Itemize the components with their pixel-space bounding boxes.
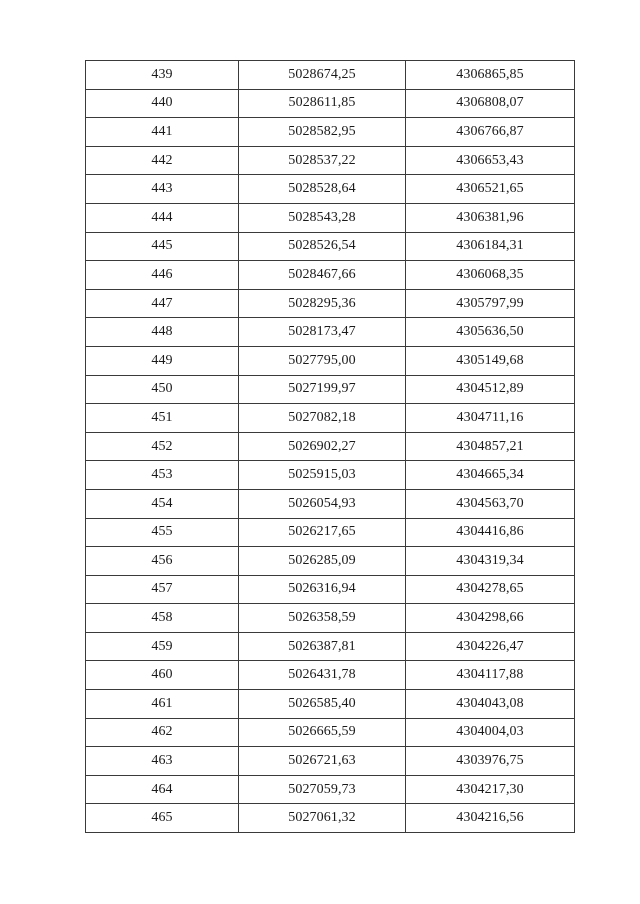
x-coordinate-cell: 5026217,65 <box>239 518 406 547</box>
y-coordinate-cell: 4306808,07 <box>406 89 575 118</box>
point-number-cell: 439 <box>86 61 239 90</box>
y-coordinate-cell: 4304563,70 <box>406 489 575 518</box>
point-number-cell: 449 <box>86 346 239 375</box>
table-row <box>86 690 575 719</box>
x-coordinate-cell: 5026054,93 <box>239 489 406 518</box>
table-row <box>86 632 575 661</box>
point-number-cell: 461 <box>86 690 239 719</box>
y-coordinate-cell: 4306766,87 <box>406 118 575 147</box>
x-coordinate-cell: 5027061,32 <box>239 804 406 833</box>
table-row <box>86 489 575 518</box>
x-coordinate-cell: 5026316,94 <box>239 575 406 604</box>
point-number-cell: 460 <box>86 661 239 690</box>
table-row <box>86 661 575 690</box>
table-row <box>86 89 575 118</box>
point-number-cell: 441 <box>86 118 239 147</box>
y-coordinate-cell: 4304216,56 <box>406 804 575 833</box>
y-coordinate-cell: 4304217,30 <box>406 775 575 804</box>
table-row <box>86 289 575 318</box>
table-row <box>86 261 575 290</box>
table-row <box>86 518 575 547</box>
table-row <box>86 432 575 461</box>
x-coordinate-cell: 5027795,00 <box>239 346 406 375</box>
x-coordinate-cell: 5028543,28 <box>239 203 406 232</box>
point-number-cell: 448 <box>86 318 239 347</box>
x-coordinate-cell: 5027082,18 <box>239 404 406 433</box>
y-coordinate-cell: 4305636,50 <box>406 318 575 347</box>
x-coordinate-cell: 5026431,78 <box>239 661 406 690</box>
y-coordinate-cell: 4304416,86 <box>406 518 575 547</box>
y-coordinate-cell: 4304226,47 <box>406 632 575 661</box>
point-number-cell: 465 <box>86 804 239 833</box>
y-coordinate-cell: 4304117,88 <box>406 661 575 690</box>
point-number-cell: 462 <box>86 718 239 747</box>
x-coordinate-cell: 5025915,03 <box>239 461 406 490</box>
x-coordinate-cell: 5028674,25 <box>239 61 406 90</box>
x-coordinate-cell: 5026358,59 <box>239 604 406 633</box>
point-number-cell: 445 <box>86 232 239 261</box>
table-row <box>86 232 575 261</box>
y-coordinate-cell: 4304857,21 <box>406 432 575 461</box>
point-number-cell: 451 <box>86 404 239 433</box>
y-coordinate-cell: 4305797,99 <box>406 289 575 318</box>
point-number-cell: 447 <box>86 289 239 318</box>
point-number-cell: 442 <box>86 146 239 175</box>
y-coordinate-cell: 4304043,08 <box>406 690 575 719</box>
point-number-cell: 452 <box>86 432 239 461</box>
y-coordinate-cell: 4306865,85 <box>406 61 575 90</box>
y-coordinate-cell: 4306068,35 <box>406 261 575 290</box>
table-row <box>86 404 575 433</box>
table-row <box>86 718 575 747</box>
y-coordinate-cell: 4305149,68 <box>406 346 575 375</box>
coordinates-table <box>85 60 575 833</box>
x-coordinate-cell: 5028526,54 <box>239 232 406 261</box>
y-coordinate-cell: 4304004,03 <box>406 718 575 747</box>
x-coordinate-cell: 5028582,95 <box>239 118 406 147</box>
x-coordinate-cell: 5026902,27 <box>239 432 406 461</box>
y-coordinate-cell: 4306653,43 <box>406 146 575 175</box>
table-row <box>86 203 575 232</box>
point-number-cell: 444 <box>86 203 239 232</box>
x-coordinate-cell: 5028173,47 <box>239 318 406 347</box>
y-coordinate-cell: 4306381,96 <box>406 203 575 232</box>
y-coordinate-cell: 4306521,65 <box>406 175 575 204</box>
table-row <box>86 804 575 833</box>
point-number-cell: 443 <box>86 175 239 204</box>
table-row <box>86 118 575 147</box>
y-coordinate-cell: 4303976,75 <box>406 747 575 776</box>
x-coordinate-cell: 5027059,73 <box>239 775 406 804</box>
y-coordinate-cell: 4304319,34 <box>406 547 575 576</box>
y-coordinate-cell: 4304512,89 <box>406 375 575 404</box>
table-row <box>86 375 575 404</box>
point-number-cell: 458 <box>86 604 239 633</box>
x-coordinate-cell: 5028611,85 <box>239 89 406 118</box>
x-coordinate-cell: 5027199,97 <box>239 375 406 404</box>
point-number-cell: 446 <box>86 261 239 290</box>
table-row <box>86 318 575 347</box>
y-coordinate-cell: 4304665,34 <box>406 461 575 490</box>
point-number-cell: 453 <box>86 461 239 490</box>
point-number-cell: 450 <box>86 375 239 404</box>
table-row <box>86 747 575 776</box>
coordinates-table-body <box>86 61 575 833</box>
x-coordinate-cell: 5026387,81 <box>239 632 406 661</box>
point-number-cell: 459 <box>86 632 239 661</box>
point-number-cell: 454 <box>86 489 239 518</box>
x-coordinate-cell: 5028528,64 <box>239 175 406 204</box>
x-coordinate-cell: 5026721,63 <box>239 747 406 776</box>
table-row <box>86 61 575 90</box>
table-row <box>86 461 575 490</box>
point-number-cell: 464 <box>86 775 239 804</box>
table-row <box>86 575 575 604</box>
x-coordinate-cell: 5028295,36 <box>239 289 406 318</box>
x-coordinate-cell: 5028467,66 <box>239 261 406 290</box>
x-coordinate-cell: 5026285,09 <box>239 547 406 576</box>
x-coordinate-cell: 5026585,40 <box>239 690 406 719</box>
x-coordinate-cell: 5026665,59 <box>239 718 406 747</box>
point-number-cell: 455 <box>86 518 239 547</box>
y-coordinate-cell: 4304298,66 <box>406 604 575 633</box>
y-coordinate-cell: 4304278,65 <box>406 575 575 604</box>
point-number-cell: 456 <box>86 547 239 576</box>
table-row <box>86 547 575 576</box>
y-coordinate-cell: 4306184,31 <box>406 232 575 261</box>
y-coordinate-cell: 4304711,16 <box>406 404 575 433</box>
table-row <box>86 775 575 804</box>
table-row <box>86 346 575 375</box>
table-row <box>86 146 575 175</box>
table-row <box>86 175 575 204</box>
point-number-cell: 440 <box>86 89 239 118</box>
point-number-cell: 457 <box>86 575 239 604</box>
x-coordinate-cell: 5028537,22 <box>239 146 406 175</box>
table-row <box>86 604 575 633</box>
point-number-cell: 463 <box>86 747 239 776</box>
